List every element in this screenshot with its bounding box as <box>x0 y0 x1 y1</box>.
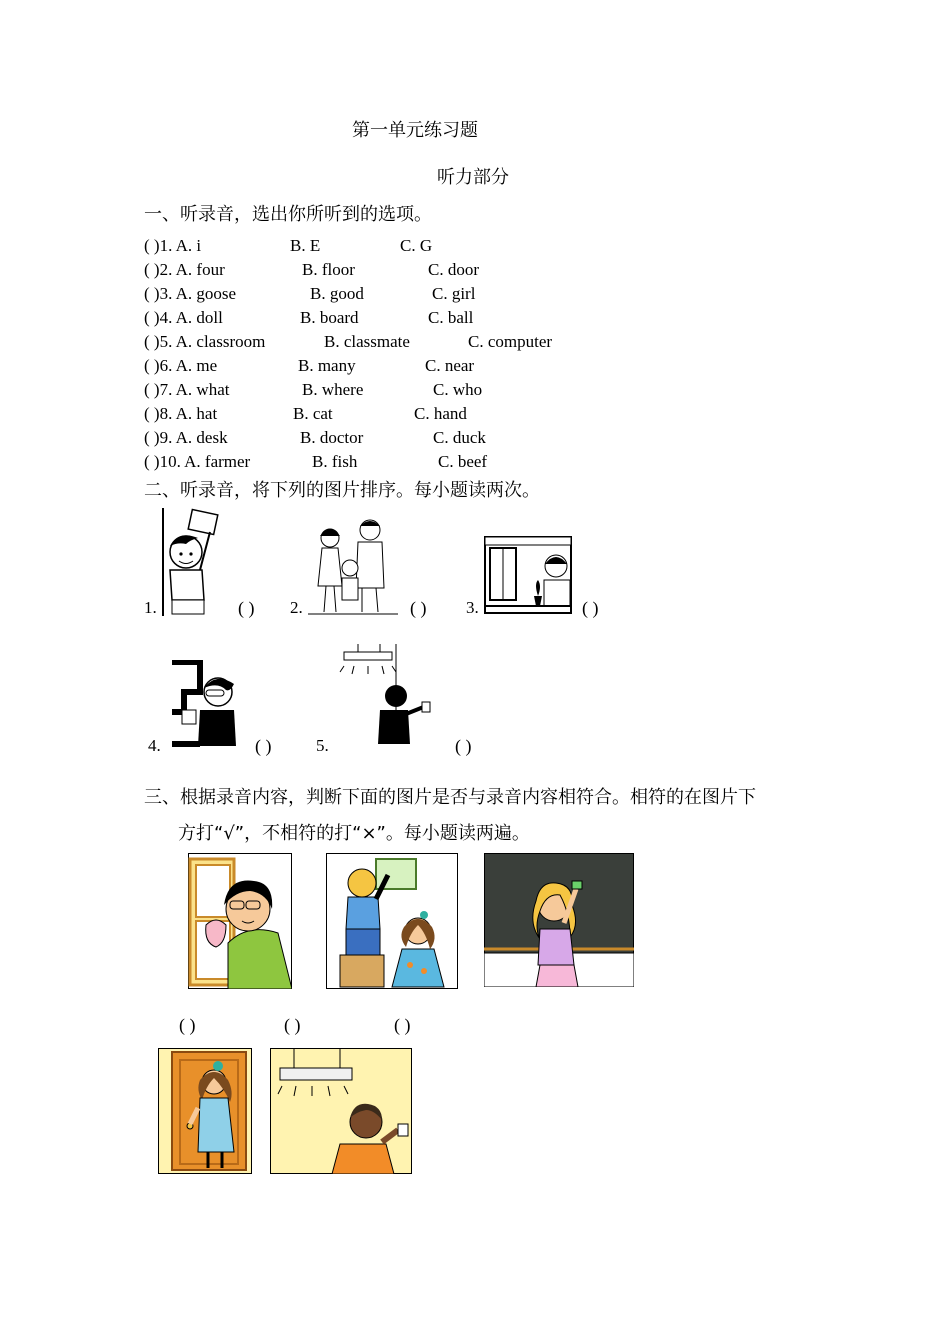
part3-heading-line2: 方打“√”，不相符的打“×”。每小题读两遍。 <box>178 823 530 844</box>
item-option-a: ( )2. A. four <box>144 260 225 279</box>
item-option-b: B. doctor <box>300 428 364 447</box>
sort-label-2: 2. <box>290 598 303 617</box>
item-option-b: B. classmate <box>324 332 410 351</box>
list-item <box>144 404 217 424</box>
list-item <box>144 428 228 448</box>
picture-boy-hanging-picture <box>160 508 220 616</box>
part3-heading-line1: 三、根据录音内容，判断下面的图片是否与录音内容相符合。相符的在图片下 <box>144 787 756 808</box>
picture-boy-at-window <box>484 536 574 616</box>
item-option-a: ( )9. A. desk <box>144 428 228 447</box>
item-option-b: B. where <box>302 380 364 399</box>
item-option-c: C. duck <box>433 428 486 447</box>
item-option-b: B. board <box>300 308 359 327</box>
item-option-a: ( )7. A. what <box>144 380 230 399</box>
item-option-c: C. door <box>428 260 479 279</box>
item-option-c: C. girl <box>432 284 476 303</box>
answer-blank-2[interactable]: ( ) <box>410 598 427 618</box>
item-option-b: B. cat <box>293 404 333 423</box>
item-option-b: B. E <box>290 236 321 255</box>
list-item <box>144 308 223 328</box>
picture-girl-at-blackboard-color <box>484 853 634 987</box>
sort-label-5: 5. <box>316 736 329 755</box>
list-item <box>144 236 201 256</box>
judge-blank-3[interactable]: ( ) <box>394 1015 411 1035</box>
part2-heading: 二、听录音，将下列的图片排序。每小题读两次。 <box>144 480 540 501</box>
item-option-a: ( )8. A. hat <box>144 404 218 423</box>
judge-blank-1[interactable]: ( ) <box>179 1015 196 1035</box>
picture-family <box>308 516 398 616</box>
item-option-a: ( )1. A. i <box>144 236 202 255</box>
item-option-a: ( )10. A. farmer <box>144 452 251 471</box>
list-item <box>144 284 236 304</box>
item-option-c: C. hand <box>414 404 467 423</box>
answer-blank-3[interactable]: ( ) <box>582 598 599 618</box>
picture-kids-hanging-picture-color <box>326 853 458 989</box>
item-option-a: ( )6. A. me <box>144 356 218 375</box>
item-option-b: B. fish <box>312 452 358 471</box>
item-option-a: ( )4. A. doll <box>144 308 223 327</box>
answer-blank-5[interactable]: ( ) <box>455 736 472 756</box>
item-option-c: C. near <box>425 356 475 375</box>
item-option-b: B. many <box>298 356 356 375</box>
picture-boy-turning-on-light-color <box>270 1048 412 1174</box>
item-option-c: C. computer <box>468 332 553 351</box>
item-option-c: C. ball <box>428 308 474 327</box>
item-option-a: ( )3. A. goose <box>144 284 237 303</box>
sort-label-3: 3. <box>466 598 479 617</box>
list-item <box>144 332 265 352</box>
answer-blank-1[interactable]: ( ) <box>238 598 255 618</box>
answer-blank-4[interactable]: ( ) <box>255 736 272 756</box>
page-subtitle: 听力部分 <box>437 167 509 188</box>
picture-girl-at-door-color <box>158 1048 252 1174</box>
list-item <box>144 380 229 400</box>
part1-heading: 一、听录音，选出你所听到的选项。 <box>144 204 432 225</box>
picture-boy-cleaning-window-color <box>188 853 292 989</box>
sort-label-4: 4. <box>148 736 161 755</box>
item-option-b: B. floor <box>302 260 355 279</box>
item-option-c: C. G <box>400 236 433 255</box>
list-item <box>144 356 217 376</box>
item-option-b: B. good <box>310 284 364 303</box>
list-item <box>144 452 250 472</box>
picture-boy-light-switch <box>334 644 434 748</box>
list-item <box>144 260 225 280</box>
picture-boy-cleaning-window <box>170 660 240 748</box>
item-option-c: C. beef <box>438 452 488 471</box>
page-title: 第一单元练习题 <box>352 120 478 141</box>
item-option-c: C. who <box>433 380 483 399</box>
item-option-a: ( )5. A. classroom <box>144 332 266 351</box>
judge-blank-2[interactable]: ( ) <box>284 1015 301 1035</box>
sort-label-1: 1. <box>144 598 157 617</box>
